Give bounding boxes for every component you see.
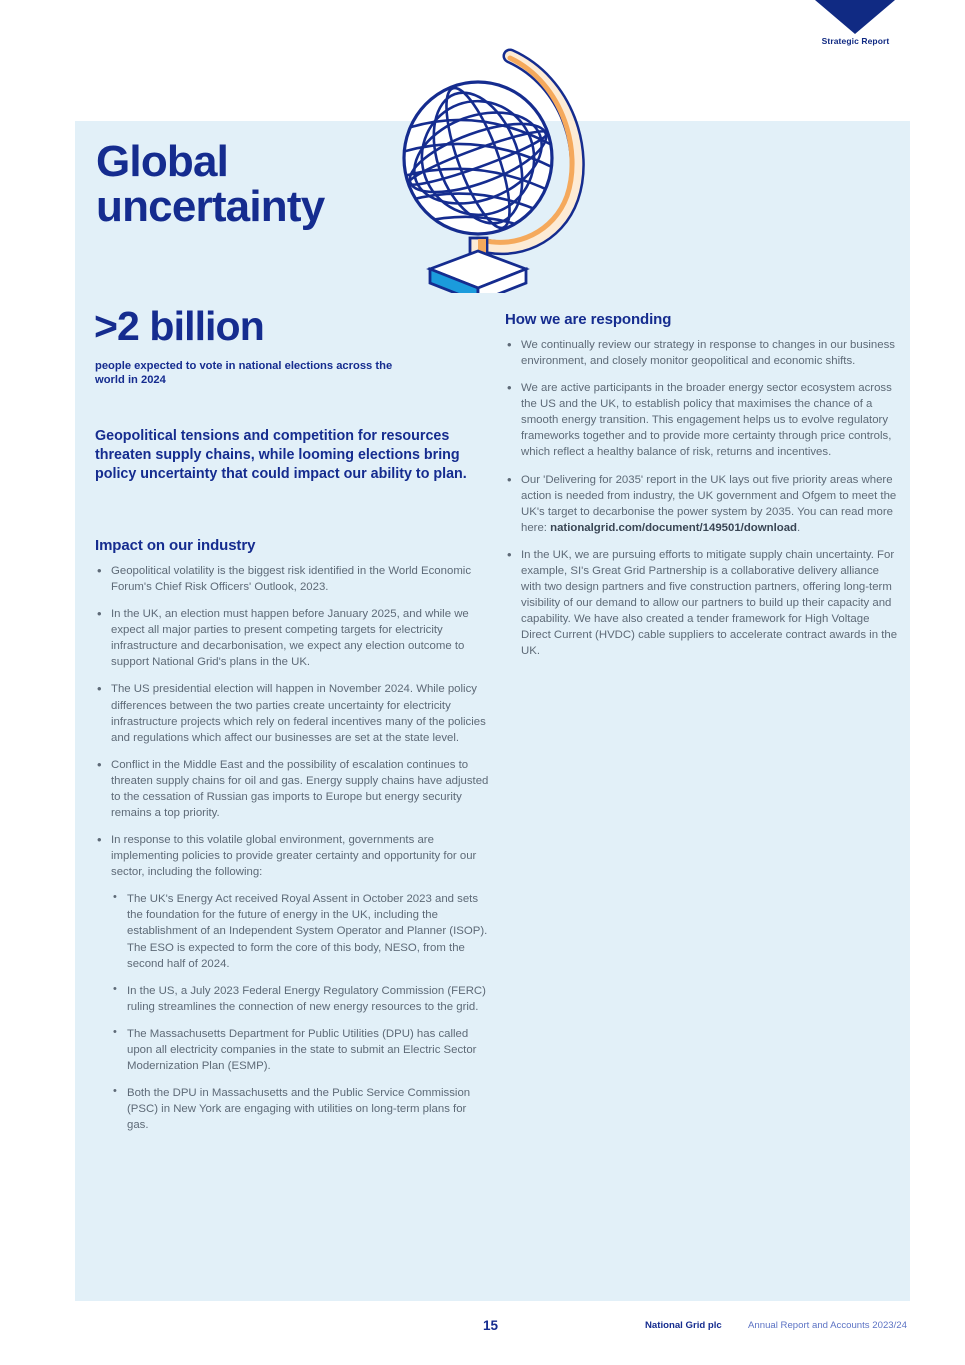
stat-value: >2 billion bbox=[94, 303, 264, 349]
footer-brand: National Grid plc bbox=[645, 1320, 722, 1331]
globe-icon bbox=[392, 48, 592, 293]
list-item-text: Our 'Delivering for 2035' report in the UK lays out five priority areas where action is needed from industry, the UK government and Ofgem to meet the UK's target to decarbonise the power system by 2035. You can read more here: bbox=[521, 473, 897, 534]
page-title-line-2: uncertainty bbox=[96, 182, 325, 232]
list-item bbox=[95, 832, 491, 1133]
responding-bullet-list bbox=[505, 337, 901, 659]
impact-bullet-list bbox=[95, 563, 491, 1133]
intro-statement: Geopolitical tensions and competition for resources threaten supply chains, while looming elections bring policy uncertainty that could impact our ability to plan. bbox=[95, 428, 467, 483]
list-item: • We continually review our strategy in response to changes in our business environment, and closely monitor geopolitical and economic shifts. bbox=[505, 337, 901, 369]
impact-section-title: Impact on our industry bbox=[95, 537, 256, 554]
impact-sub-bullet-list bbox=[111, 891, 491, 1133]
list-item: • In the UK, we are pursuing efforts to mitigate supply chain uncertainty. For example, SI's Great Grid Partnership is a collaborative delivery alliance with two design partners and five construction partners, offering long-term visibility of our demand to allow our partners to build up their capacity and capability. We have also created a tender framework for High Voltage Direct Current (HVDC) cable suppliers to accelerate contract awards in the UK. bbox=[505, 547, 901, 660]
list-item-suffix: . bbox=[796, 521, 801, 534]
page-title bbox=[96, 139, 324, 230]
triangle-icon bbox=[815, 0, 895, 34]
list-item: • In the US, a July 2023 Federal Energy Regulatory Commission (FERC) ruling streamlines the connection of new energy resources to the grid. bbox=[111, 983, 491, 1015]
list-item: • In the UK, an election must happen before January 2025, and while we expect all major parties to present competing targets for electricity infrastructure and decarbonisation, we expect any election outcome to support National Grid's plans in the UK. bbox=[95, 606, 491, 670]
strategic-report-tab-marker bbox=[815, 0, 896, 34]
list-item: • The Massachusetts Department for Public Utilities (DPU) has called upon all electricity companies in the state to submit an Electric Sector Modernization Plan (ESMP). bbox=[111, 1026, 491, 1074]
nationalgrid-link[interactable]: nationalgrid.com/document/149501/download bbox=[550, 521, 797, 534]
list-item: • The UK's Energy Act received Royal Assent in October 2023 and sets the foundation for the future of energy in the UK, including the establishment of an Independent System Operator and Planner (ISOP). The ESO is expected to form the core of this body, NESO, from the second half of 2024. bbox=[111, 891, 491, 971]
responding-section-title: How we are responding bbox=[505, 311, 672, 328]
footer-document-title: Annual Report and Accounts 2023/24 bbox=[748, 1320, 907, 1331]
list-item: • Both the DPU in Massachusetts and the Public Service Commission (PSC) in New York are engaging with utilities on long-term plans for gas. bbox=[111, 1085, 491, 1133]
list-item: • We are active participants in the broader energy sector ecosystem across the US and the UK, to establish policy that maximises the chance of a smooth energy transition. This engagement helps us to evolve regulatory frameworks together and to provide more certainty through price controls, which reflect a healthy balance of risk, returns and incentives. bbox=[505, 380, 901, 460]
page-title-line-1: Global bbox=[96, 137, 229, 186]
list-item: • Conflict in the Middle East and the possibility of escalation continues to threaten supply chains for oil and gas. Energy supply chains have adjusted to the cessation of Russian gas imports to Europe but energy security remains a top priority. bbox=[95, 757, 491, 821]
list-item-text: In response to this volatile global environment, governments are implementing policies to provide greater certainty and opportunity for our sector, including the following: bbox=[111, 834, 477, 879]
stat-caption: people expected to vote in national elections across the world in 2024 bbox=[95, 360, 393, 387]
impact-column bbox=[95, 537, 491, 1133]
list-item bbox=[505, 472, 901, 536]
list-item: • Geopolitical volatility is the biggest risk identified in the World Economic Forum's Chief Risk Officers' Outlook, 2023. bbox=[95, 563, 491, 595]
page-footer bbox=[0, 1318, 965, 1338]
strategic-report-tab-label: Strategic Report bbox=[821, 36, 890, 46]
page-number: 15 bbox=[483, 1318, 499, 1333]
list-item: • The US presidential election will happen in November 2024. While policy differences between the two parties create uncertainty for electricity infrastructure projects which rely on federal incentives many of the policies and regulations which affect our businesses are set at the state level. bbox=[95, 681, 491, 745]
responding-column bbox=[505, 311, 901, 659]
